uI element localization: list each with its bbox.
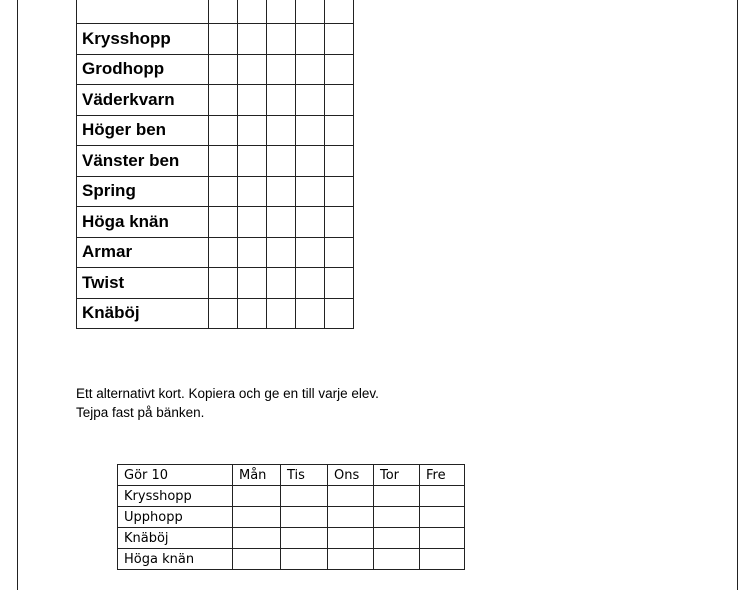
note-line: Ett alternativt kort. Kopiera och ge en till varje elev. bbox=[76, 386, 379, 401]
checkbox-cell bbox=[296, 237, 325, 268]
table-row bbox=[77, 237, 354, 268]
checkbox-cell bbox=[296, 268, 325, 299]
checkbox-cell bbox=[209, 54, 238, 85]
checkbox-cell bbox=[296, 146, 325, 177]
checkbox-cell bbox=[296, 85, 325, 116]
checkbox-cell bbox=[238, 268, 267, 299]
instruction-note bbox=[76, 384, 379, 422]
checkbox-cell bbox=[325, 298, 354, 329]
table-row bbox=[118, 486, 465, 507]
checkbox-cell bbox=[209, 207, 238, 238]
checkbox-cell bbox=[233, 549, 281, 570]
exercise-name: Vänster ben bbox=[77, 146, 209, 177]
checkbox-cell bbox=[325, 146, 354, 177]
checkbox-cell bbox=[209, 237, 238, 268]
table-row bbox=[77, 115, 354, 146]
checkbox-cell bbox=[328, 507, 374, 528]
exercise-name: Armar bbox=[77, 237, 209, 268]
checkbox-cell bbox=[233, 486, 281, 507]
checkbox-cell bbox=[267, 0, 296, 24]
checkbox-cell bbox=[238, 54, 267, 85]
checkbox-cell bbox=[374, 528, 420, 549]
checkbox-cell bbox=[296, 24, 325, 55]
checkbox-cell bbox=[296, 115, 325, 146]
checkbox-cell bbox=[296, 0, 325, 24]
checkbox-cell bbox=[296, 298, 325, 329]
checkbox-cell bbox=[267, 85, 296, 116]
checkbox-cell bbox=[209, 298, 238, 329]
checkbox-cell bbox=[374, 549, 420, 570]
exercise-name: Grodhopp bbox=[77, 54, 209, 85]
checkbox-cell bbox=[328, 549, 374, 570]
table-row bbox=[118, 528, 465, 549]
exercise-name: Twist bbox=[77, 268, 209, 299]
table-row bbox=[77, 268, 354, 299]
checkbox-cell bbox=[267, 298, 296, 329]
table-row bbox=[77, 54, 354, 85]
exercise-name: Krysshopp bbox=[77, 24, 209, 55]
checkbox-cell bbox=[325, 0, 354, 24]
column-header: Tor bbox=[374, 465, 420, 486]
checkbox-cell bbox=[267, 237, 296, 268]
checkbox-cell bbox=[281, 507, 328, 528]
column-header: Gör 10 bbox=[118, 465, 233, 486]
table-row bbox=[77, 146, 354, 177]
checkbox-cell bbox=[325, 115, 354, 146]
checkbox-cell bbox=[209, 0, 238, 24]
checkbox-cell bbox=[209, 176, 238, 207]
exercise-name: Spring bbox=[77, 176, 209, 207]
checkbox-cell bbox=[325, 268, 354, 299]
header-row bbox=[118, 465, 465, 486]
exercise-name: Väderkvarn bbox=[77, 85, 209, 116]
checkbox-cell bbox=[267, 176, 296, 207]
checkbox-cell bbox=[267, 207, 296, 238]
exercise-name: Höga knän bbox=[118, 549, 233, 570]
card-table bbox=[117, 464, 465, 570]
checkbox-cell bbox=[267, 146, 296, 177]
checkbox-cell bbox=[281, 486, 328, 507]
table-row bbox=[118, 507, 465, 528]
exercise-name bbox=[77, 0, 209, 24]
column-header: Tis bbox=[281, 465, 328, 486]
table-row bbox=[77, 298, 354, 329]
checkbox-cell bbox=[267, 268, 296, 299]
checkbox-cell bbox=[267, 24, 296, 55]
checkbox-cell bbox=[325, 176, 354, 207]
checkbox-cell bbox=[238, 146, 267, 177]
checkbox-cell bbox=[233, 528, 281, 549]
exercise-name: Krysshopp bbox=[118, 486, 233, 507]
checkbox-cell bbox=[420, 486, 465, 507]
checkbox-cell bbox=[374, 507, 420, 528]
checkbox-cell bbox=[238, 176, 267, 207]
checkbox-cell bbox=[325, 207, 354, 238]
checkbox-cell bbox=[209, 115, 238, 146]
exercise-name: Upphopp bbox=[118, 507, 233, 528]
column-header: Fre bbox=[420, 465, 465, 486]
checkbox-cell bbox=[267, 115, 296, 146]
exercise-name: Knäböj bbox=[77, 298, 209, 329]
table-row bbox=[77, 176, 354, 207]
checkbox-cell bbox=[238, 237, 267, 268]
table-row bbox=[77, 85, 354, 116]
exercise-name: Höga knän bbox=[77, 207, 209, 238]
checkbox-cell bbox=[420, 507, 465, 528]
checkbox-cell bbox=[296, 54, 325, 85]
table-row bbox=[118, 549, 465, 570]
checkbox-cell bbox=[267, 54, 296, 85]
checkbox-cell bbox=[281, 528, 328, 549]
checkbox-cell bbox=[281, 549, 328, 570]
checkbox-cell bbox=[238, 24, 267, 55]
checkbox-cell bbox=[374, 486, 420, 507]
table-row bbox=[77, 24, 354, 55]
checkbox-cell bbox=[238, 85, 267, 116]
column-header: Mån bbox=[233, 465, 281, 486]
checkbox-cell bbox=[296, 176, 325, 207]
exercise-name: Knäböj bbox=[118, 528, 233, 549]
checkbox-cell bbox=[238, 115, 267, 146]
exercise-table bbox=[76, 0, 354, 329]
checkbox-cell bbox=[209, 24, 238, 55]
checkbox-cell bbox=[238, 207, 267, 238]
checkbox-cell bbox=[420, 528, 465, 549]
table-row bbox=[77, 0, 354, 24]
checkbox-cell bbox=[209, 85, 238, 116]
checkbox-cell bbox=[296, 207, 325, 238]
checkbox-cell bbox=[325, 54, 354, 85]
exercise-name: Höger ben bbox=[77, 115, 209, 146]
checkbox-cell bbox=[238, 298, 267, 329]
checkbox-cell bbox=[420, 549, 465, 570]
checkbox-cell bbox=[328, 486, 374, 507]
checkbox-cell bbox=[328, 528, 374, 549]
table-row bbox=[77, 207, 354, 238]
checkbox-cell bbox=[238, 0, 267, 24]
checkbox-cell bbox=[325, 85, 354, 116]
checkbox-cell bbox=[209, 146, 238, 177]
checkbox-cell bbox=[325, 237, 354, 268]
checkbox-cell bbox=[233, 507, 281, 528]
checkbox-cell bbox=[325, 24, 354, 55]
note-line: Tejpa fast på bänken. bbox=[76, 405, 205, 420]
column-header: Ons bbox=[328, 465, 374, 486]
checkbox-cell bbox=[209, 268, 238, 299]
